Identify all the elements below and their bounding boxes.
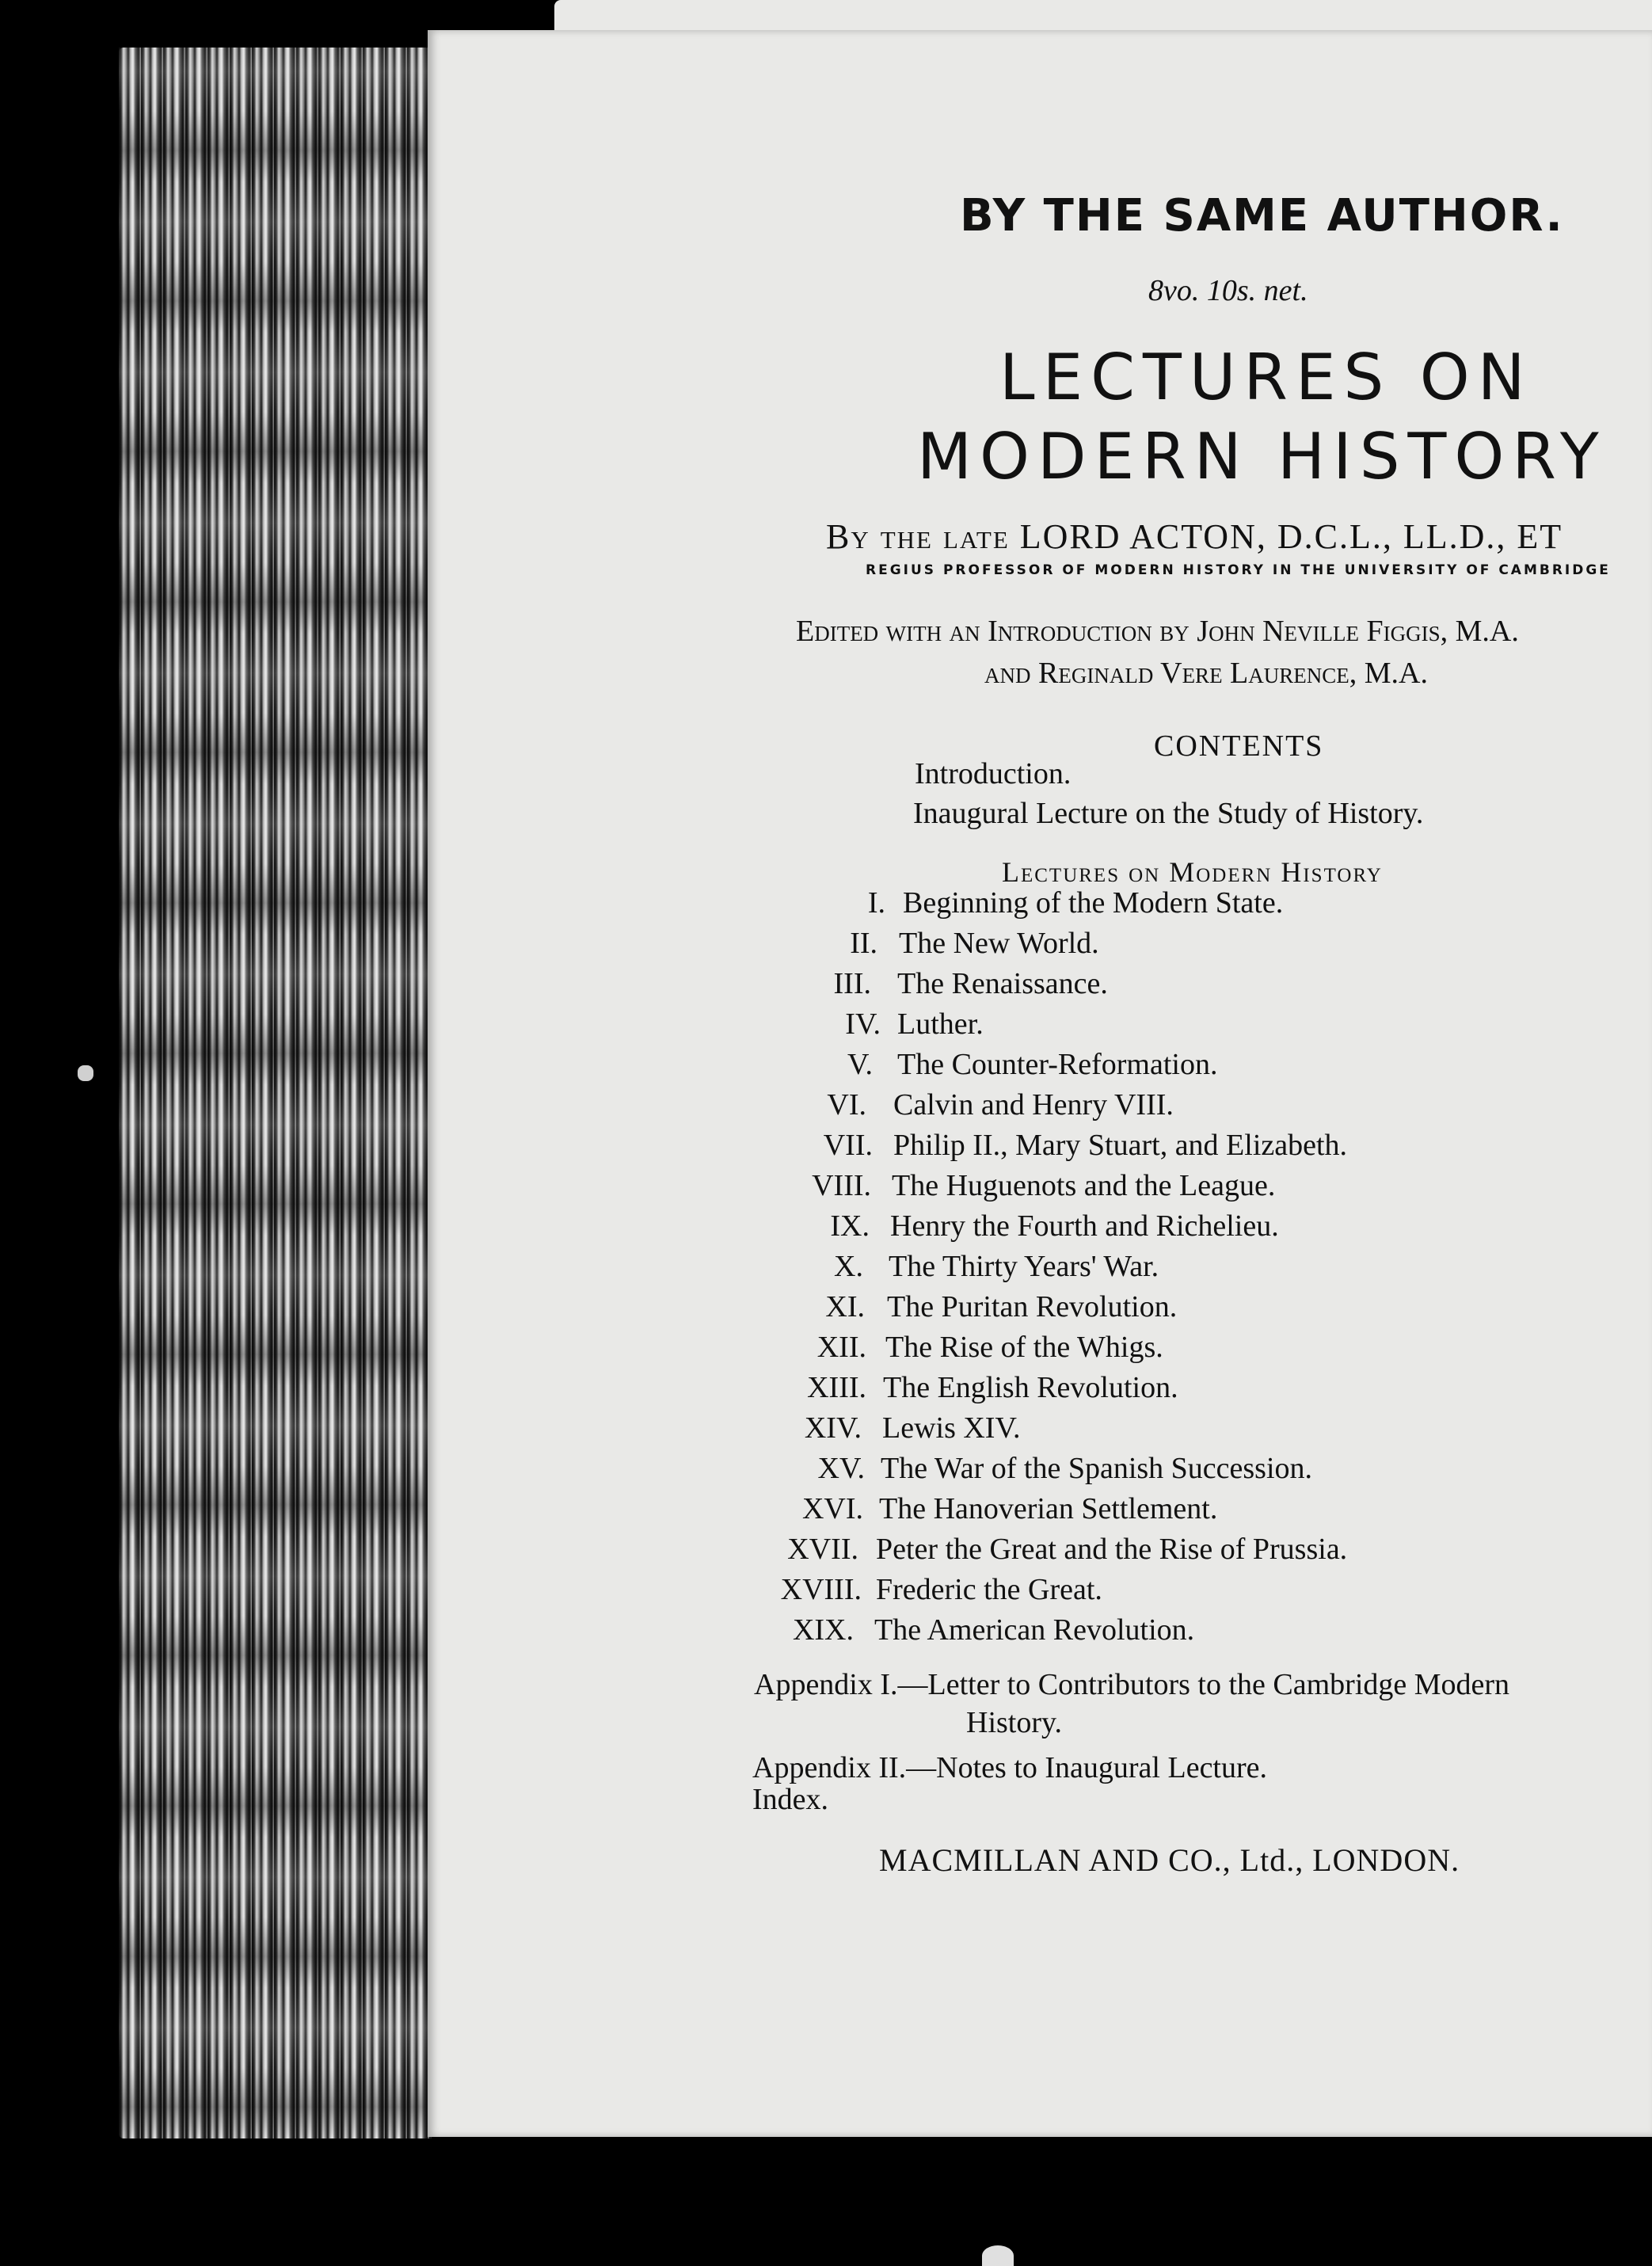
lecture-title: Peter the Great and the Rise of Prussia. (876, 1533, 1348, 1566)
lecture-number: IV. (845, 1007, 881, 1041)
contents-heading: CONTENTS (1154, 729, 1324, 763)
lecture-title: The Thirty Years' War. (889, 1250, 1159, 1283)
lectures-subheading: Lectures on Modern History (1002, 856, 1383, 888)
regius-professor-line: REGIUS PROFESSOR OF MODERN HISTORY IN THE UNIVERSITY OF CAMBRIDGE (866, 562, 1611, 578)
book-page-edges (119, 48, 432, 2138)
lecture-title: The Rise of the Whigs. (885, 1331, 1163, 1364)
appendix-2: Appendix II.—Notes to Inaugural Lecture. (752, 1751, 1268, 1784)
title-line-2: MODERN HISTORY (917, 420, 1607, 493)
lecture-title: The Counter-Reformation. (897, 1048, 1218, 1081)
lecture-number: XIII. (807, 1371, 866, 1404)
lecture-number: VI. (827, 1088, 866, 1122)
lecture-title: The Renaissance. (897, 967, 1108, 1000)
lecture-title: Philip II., Mary Stuart, and Elizabeth. (893, 1129, 1348, 1162)
lecture-number: XI. (825, 1290, 865, 1323)
lecture-title: Luther. (897, 1007, 984, 1041)
editors-line-2: and Reginald Vere Laurence, M.A. (984, 657, 1429, 690)
lecture-number: IX. (830, 1209, 870, 1243)
title-line-1: LECTURES ON (999, 341, 1533, 414)
lecture-title: Frederic the Great. (876, 1573, 1102, 1606)
lecture-number: XV. (817, 1452, 865, 1485)
lecture-title: Henry the Fourth and Richelieu. (890, 1209, 1279, 1243)
appendix-1-line-1: Appendix I.—Letter to Contributors to the Cambridge Modern (754, 1668, 1510, 1701)
dust-speck (78, 1065, 93, 1081)
lecture-number: XVII. (787, 1533, 858, 1566)
lecture-number: X. (834, 1250, 863, 1283)
author-byline: By the late LORD ACTON, D.C.L., LL.D., ET (826, 517, 1563, 556)
lecture-number: II. (850, 927, 877, 960)
lecture-number: XIV. (804, 1411, 862, 1445)
lecture-title: Beginning of the Modern State. (903, 886, 1284, 920)
editors-line-1: Edited with an Introduction by John Neville Figgis, M.A. (796, 615, 1519, 648)
lecture-title: The War of the Spanish Succession. (881, 1452, 1313, 1485)
lecture-title: Lewis XIV. (882, 1411, 1021, 1445)
by-same-author-heading: BY THE SAME AUTHOR. (960, 190, 1564, 242)
lecture-number: III. (833, 967, 871, 1000)
lecture-number: V. (847, 1048, 873, 1081)
lecture-title: The Puritan Revolution. (887, 1290, 1178, 1323)
lecture-title: The Huguenots and the League. (892, 1169, 1276, 1202)
index-entry: Index. (752, 1783, 829, 1816)
contents-introduction: Introduction. (915, 757, 1072, 790)
lecture-title: The New World. (899, 927, 1099, 960)
lecture-title: The English Revolution. (883, 1371, 1178, 1404)
lecture-number: XIX. (792, 1613, 854, 1647)
lecture-title: The American Revolution. (874, 1613, 1195, 1647)
page-fragment (982, 2245, 1014, 2266)
lecture-number: VII. (823, 1129, 873, 1162)
lecture-title: Calvin and Henry VIII. (893, 1088, 1174, 1122)
lecture-number: VIII. (812, 1169, 871, 1202)
lecture-number: XII. (816, 1331, 866, 1364)
contents-inaugural-lecture: Inaugural Lecture on the Study of History. (913, 797, 1424, 830)
publisher-imprint: MACMILLAN AND CO., Ltd., LONDON. (879, 1842, 1460, 1878)
lecture-number: I. (867, 886, 885, 920)
lecture-number: XVIII. (780, 1573, 862, 1606)
price-line: 8vo. 10s. net. (1148, 274, 1308, 307)
appendix-1-line-2: History. (966, 1706, 1063, 1739)
lecture-number: XVI. (801, 1492, 863, 1525)
lecture-title: The Hanoverian Settlement. (879, 1492, 1218, 1525)
page-top-edge (554, 0, 1652, 32)
